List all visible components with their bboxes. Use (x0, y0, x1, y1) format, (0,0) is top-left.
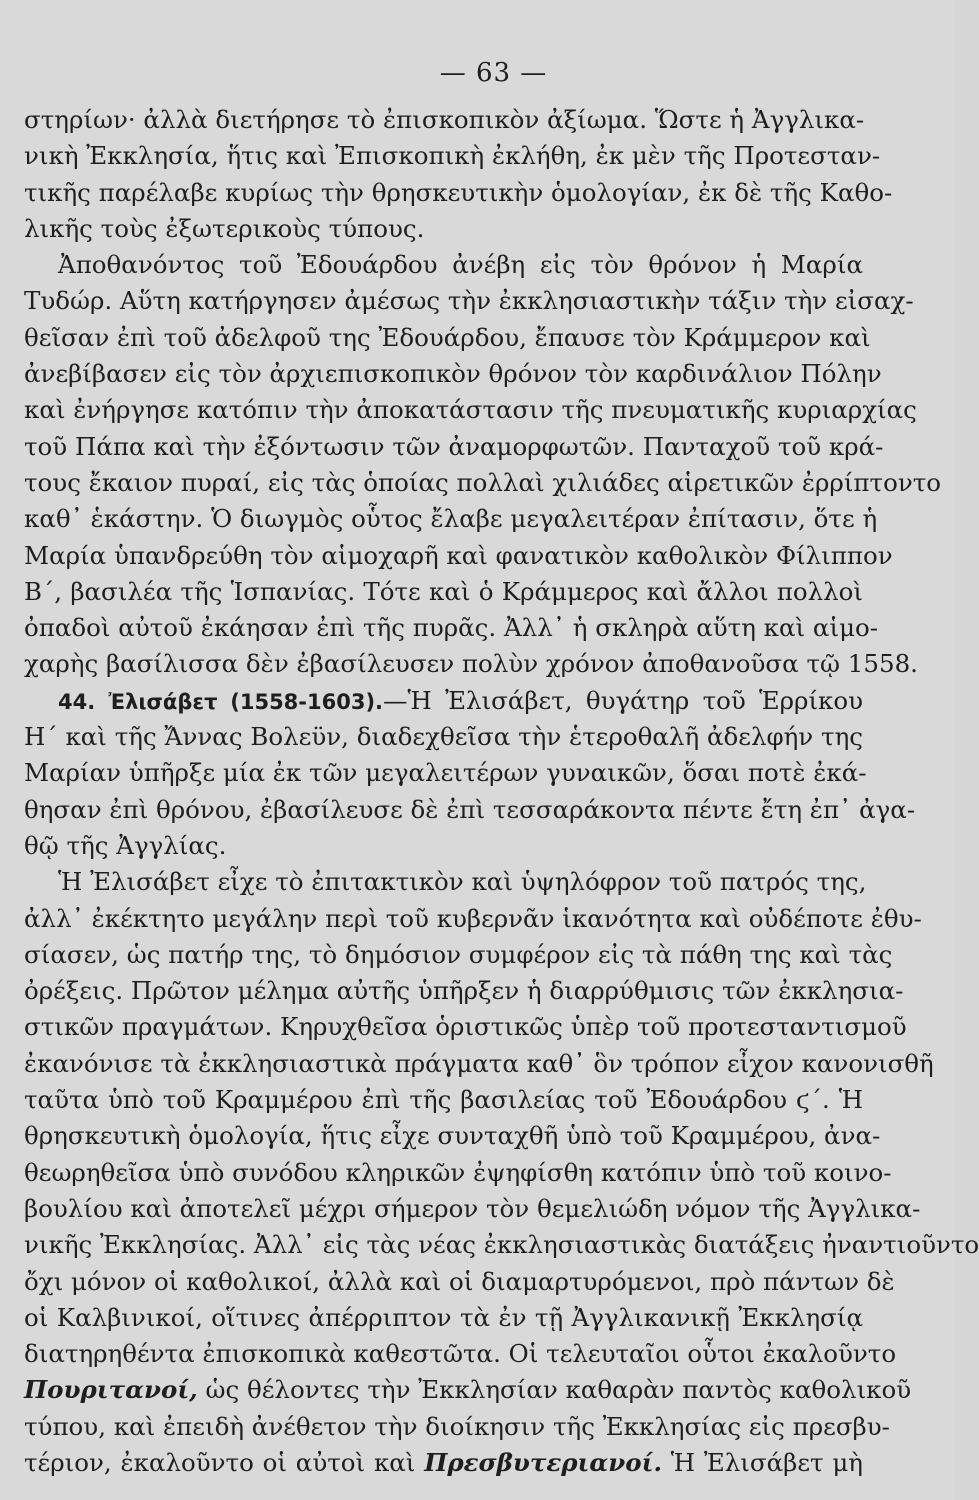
line-text: νικῆς Ἐκκλησίας. Ἀλλ᾽ εἰς τὰς νέας ἐκκλησιαστικὰς διατάξεις ἠναντιοῦντο (24, 1230, 979, 1260)
text-line (24, 1409, 890, 1445)
line-text: καθ᾽ ἑκάστην. Ὁ διωγμὸς οὗτος ἔλαβε μεγαλειτέραν ἐπίτασιν, ὅτε ἡ (24, 504, 878, 534)
text-line (24, 356, 882, 392)
text-line (24, 1372, 912, 1408)
line-text: χαρὴς βασίλισσα δὲν ἐβασίλευσεν πολὺν χρόνον ἀποθανοῦσα τῷ 1558. (24, 649, 918, 679)
line-text: οἱ Καλβινικοί, οἵτινες ἀπέρριπτον τὰ ἐν τῇ Ἀγγλικανικῇ Ἐκκλησίᾳ (24, 1302, 863, 1332)
line-text: ὄχι μόνον οἱ καθολικοί, ἀλλὰ καὶ οἱ διαμαρτυρόμενοι, πρὸ πάντων δὲ (24, 1266, 895, 1296)
section-title: Ἐλισάβετ (1558-1603). (108, 689, 384, 714)
line-text: ἐκανόνισε τὰ ἐκκλησιαστικὰ πράγματα καθ᾽ ὃν τρόπον εἶχον κανονισθῆ (24, 1048, 934, 1078)
text-line (24, 247, 863, 283)
line-text: —Ἡ Ἐλισάβετ, θυγάτηρ τοῦ Ἑρρίκου (383, 685, 864, 715)
text-line (24, 211, 863, 247)
section-number: 44. (58, 689, 96, 714)
section-heading-line (24, 683, 863, 719)
text-line (24, 864, 867, 900)
page-number: — 63 — (439, 58, 548, 88)
line-text: Μαρία ὑπανδρεύθη τὸν αἱμοχαρῆ καὶ φανατικὸν καθολικὸν Φίλιππον (24, 540, 893, 570)
line-text: θρησκευτικὴ ὁμολογία, ἥτις εἶχε συνταχθῆ ὑπὸ τοῦ Κραμμέρου, ἀνα- (24, 1121, 881, 1151)
line-text: Ἀποθανόντος τοῦ Ἐδουάρδου ἀνέβη εἰς τὸν θρόνον ἡ Μαρία (58, 250, 863, 280)
text-line (24, 501, 878, 537)
text-line (24, 1264, 895, 1300)
line-text: τοῦ Πάπα καὶ τὴν ἐξόντωσιν τῶν ἀναμορφωτῶν. Πανταχοῦ τοῦ κρά- (24, 431, 884, 461)
text-line (24, 755, 867, 791)
text-line (24, 646, 918, 682)
text-line (24, 574, 863, 610)
line-text: Β΄, βασιλέα τῆς Ἱσπανίας. Τότε καὶ ὁ Κράμμερος καὶ ἄλλοι πολλοὶ (24, 576, 863, 606)
line-text: Τυδώρ. Αὕτη κατήργησεν ἀμέσως τὴν ἐκκλησιαστικὴν τάξιν τὴν εἰσαχ- (24, 286, 914, 316)
text-line (24, 1009, 907, 1045)
text-line (24, 937, 893, 973)
line-text: τικῆς παρέλαβε κυρίως τὴν θρησκευτικὴν ὁμολογίαν, ἐκ δὲ τῆς Καθο- (24, 177, 893, 207)
text-line (24, 1046, 934, 1082)
text-line (24, 1336, 897, 1372)
line-text: στηρίων· ἀλλὰ διετήρησε τὸ ἐπισκοπικὸν ἀξίωμα. Ὥστε ἡ Ἀγγλικα- (24, 105, 865, 134)
text-line (24, 392, 917, 428)
line-text: τους ἔκαιον πυραί, εἰς τὰς ὁποίας πολλαὶ χιλιάδες αἱρετικῶν ἐρρίπτοντο (24, 467, 942, 497)
text-line (24, 792, 916, 828)
text-line (24, 1300, 863, 1336)
line-text: βουλίου καὶ ἀποτελεῖ μέχρι σήμερον τὸν θεμελιώδη νόμον τῆς Ἀγγλικα- (24, 1193, 921, 1223)
text-line (24, 1155, 892, 1191)
line-text: ἀνεβίβασεν εἰς τὸν ἀρχιεπισκοπικὸν θρόνον τὸν καρδινάλιον Πόλην (24, 359, 882, 389)
emphasized-term: Πουριτανοί, (24, 1375, 198, 1405)
emphasized-term: Πρεσβυτεριανοί. (424, 1447, 662, 1477)
line-text: διατηρηθέντα ἐπισκοπικὰ καθεστῶτα. Οἱ τελευταῖοι οὗτοι ἐκαλοῦντο (24, 1339, 897, 1369)
line-text: ἀλλ᾽ ἐκέκτητο μεγάλην περὶ τοῦ κυβερνᾶν ἱκανότητα καὶ οὐδέποτε ἐθυ- (24, 903, 922, 933)
text-line (24, 828, 863, 864)
text-line (24, 1227, 979, 1263)
line-text: στικῶν πραγμάτων. Κηρυχθεῖσα ὁριστικῶς ὑπὲρ τοῦ προτεσταντισμοῦ (24, 1012, 907, 1042)
text-line (24, 175, 893, 211)
line-text: ὀρέξεις. Πρῶτον μέλημα αὐτῆς ὑπῆρξεν ἡ διαρρύθμισις τῶν ἐκκλησια- (24, 976, 904, 1006)
text-line (24, 610, 879, 646)
line-text: ταῦτα ὑπὸ τοῦ Κραμμέρου ἐπὶ τῆς βασιλείας τοῦ Ἐδουάρδου ϛ΄. Ἡ (24, 1085, 863, 1115)
text-line (24, 973, 904, 1009)
text-line (24, 719, 863, 755)
line-text: σίασεν, ὡς πατήρ της, τὸ δημόσιον συμφέρον εἰς τὰ πάθη της καὶ τὰς (24, 939, 893, 969)
text-line (24, 1191, 921, 1227)
line-text: θεωρηθεῖσα ὑπὸ συνόδου κληρικῶν ἐψηφίσθη κατόπιν ὑπὸ τοῦ κοινο- (24, 1157, 892, 1187)
text-line (24, 320, 871, 356)
line-text: νικὴ Ἐκκλησία, ἥτις καὶ Ἐπισκοπικὴ ἐκλήθη, ἐκ μὲν τῆς Προτεσταν- (24, 141, 881, 171)
text-line (24, 1445, 863, 1481)
text-line (24, 465, 942, 501)
line-text: θεῖσαν ἐπὶ τοῦ ἀδελφοῦ της Ἐδουάρδου, ἔπαυσε τὸν Κράμμερον καὶ (24, 322, 871, 352)
line-text: ὀπαδοὶ αὐτοῦ ἐκάησαν ἐπὶ τῆς πυρᾶς. Ἀλλ᾽ ἡ σκληρὰ αὕτη καὶ αἱμο- (24, 613, 879, 643)
line-text: Η΄ καὶ τῆς Ἄννας Βολεϋν, διαδεχθεῖσα τὴν ἑτεροθαλῆ ἀδελφήν της (24, 722, 863, 752)
line-text: θῷ τῆς Ἀγγλίας. (24, 830, 227, 860)
text-line (24, 138, 881, 174)
text-line (24, 283, 914, 319)
text-line (24, 1118, 881, 1154)
line-text: τύπου, καὶ ἐπειδὴ ἀνέθετον τὴν διοίκησιν τῆς Ἐκκλησίας εἰς πρεσβυ- (24, 1411, 890, 1441)
text-line (24, 901, 922, 937)
text-line (24, 429, 884, 465)
line-text: τέριον, ἐκαλοῦντο οἱ αὐτοὶ καὶ (24, 1447, 425, 1477)
line-text: Μαρίαν ὑπῆρξε μία ἐκ τῶν μεγαλειτέρων γυναικῶν, ὅσαι ποτὲ ἐκά- (24, 758, 867, 788)
line-text: Ἡ Ἐλισάβετ μὴ (661, 1447, 863, 1477)
line-text: θησαν ἐπὶ θρόνου, ἐβασίλευσε δὲ ἐπὶ τεσσαράκοντα πέντε ἔτη ἐπ᾽ ἀγα- (24, 794, 916, 824)
text-line (24, 1082, 863, 1118)
text-line (24, 102, 863, 138)
line-text: Ἡ Ἐλισάβετ εἶχε τὸ ἐπιτακτικὸν καὶ ὑψηλόφρον τοῦ πατρός της, (58, 867, 867, 897)
line-text: λικῆς τοὺς ἐξωτερικοὺς τύπους. (24, 213, 425, 243)
line-text: καὶ ἐνήργησε κατόπιν τὴν ἀποκατάστασιν τῆς πνευματικῆς κυριαρχίας (24, 395, 917, 425)
line-text: ὡς θέλοντες τὴν Ἐκκλησίαν καθαρὰν παντὸς καθολικοῦ (197, 1375, 912, 1405)
text-body (24, 102, 979, 1481)
text-line (24, 538, 893, 574)
